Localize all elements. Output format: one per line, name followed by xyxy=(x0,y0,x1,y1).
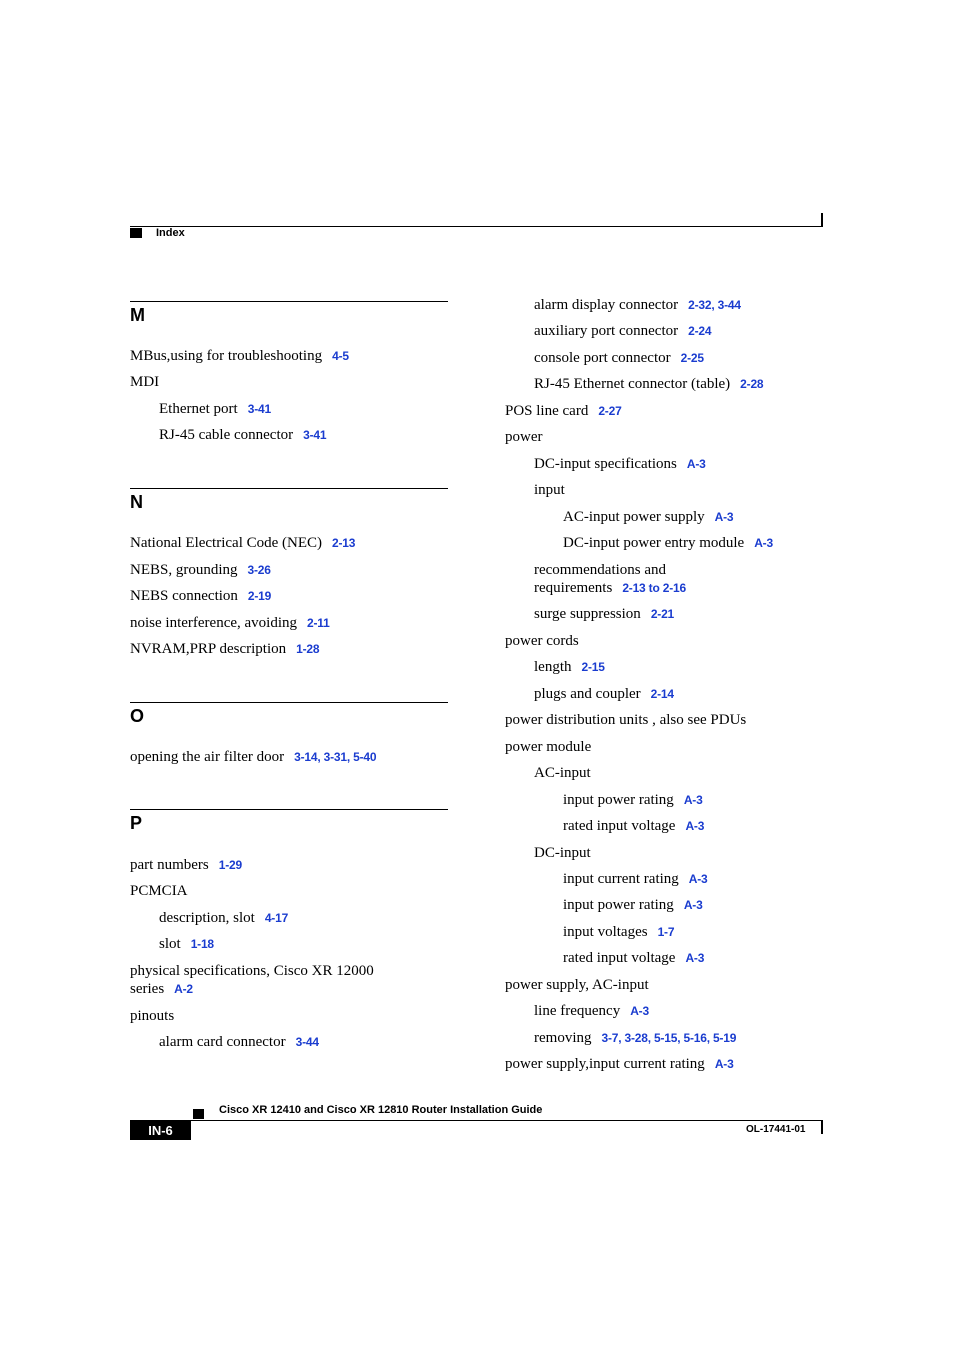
page-ref-link[interactable]: 4-17 xyxy=(264,911,289,925)
index-entry: NEBS, grounding 3-26 xyxy=(130,562,271,578)
page-ref-link[interactable]: 1-28 xyxy=(296,642,320,656)
footer-tick-mark xyxy=(821,1121,823,1134)
index-subentry: surge suppression 2-21 xyxy=(534,606,675,622)
index-subentry: auxiliary port connector 2-24 xyxy=(534,323,712,339)
page-ref-link[interactable]: 2-21 xyxy=(650,607,675,621)
section-letter: N xyxy=(130,492,143,512)
index-subentry: DC-input xyxy=(534,845,591,861)
footer-guide-title: Cisco XR 12410 and Cisco XR 12810 Router Installation Guide xyxy=(219,1104,543,1116)
header-tick-mark xyxy=(821,213,823,227)
index-entry: power supply, AC-input xyxy=(505,977,649,993)
page-ref-link[interactable]: 1-29 xyxy=(218,858,242,872)
index-subentry: input xyxy=(534,482,565,498)
index-subentry: RJ-45 cable connector 3-41 xyxy=(159,427,327,443)
index-subsubentry: input current rating A-3 xyxy=(563,871,708,887)
page-ref-link[interactable]: 2-28 xyxy=(740,377,764,391)
page-ref-link[interactable]: 2-24 xyxy=(688,324,712,338)
header-rule xyxy=(130,226,823,227)
page-ref-link[interactable]: A-3 xyxy=(683,898,703,912)
page-ref-link[interactable]: 3-44 xyxy=(295,1035,319,1049)
index-entry: POS line card 2-27 xyxy=(505,403,622,419)
index-subentry: alarm display connector 2-32, 3-44 xyxy=(534,297,741,313)
index-subentry: alarm card connector 3-44 xyxy=(159,1034,319,1050)
page-ref-link[interactable]: 2-27 xyxy=(598,404,622,418)
index-entry: MDI xyxy=(130,374,160,390)
footer-square-marker xyxy=(193,1109,204,1119)
index-subentry: AC-input xyxy=(534,765,591,781)
page-ref-link[interactable]: A-3 xyxy=(688,872,708,886)
page-ref-link[interactable]: 2-13 xyxy=(332,536,356,550)
page-number: IN-6 xyxy=(148,1123,173,1138)
page-ref-link[interactable]: 2-14 xyxy=(650,687,674,701)
index-entry: NEBS connection 2-19 xyxy=(130,588,272,604)
page-ref-link[interactable]: 3-26 xyxy=(247,563,271,577)
index-entry: power xyxy=(505,429,543,445)
page-ref-link[interactable]: 3-41 xyxy=(247,402,271,416)
index-entry: PCMCIA xyxy=(130,883,188,899)
index-subentry: recommendations and xyxy=(534,562,667,578)
page-ref-link[interactable]: 2-13 to 2-16 xyxy=(622,581,686,595)
index-subsubentry: AC-input power supply A-3 xyxy=(563,509,734,525)
index-subsubentry: rated input voltage A-3 xyxy=(563,950,705,966)
page-ref-link[interactable]: A-3 xyxy=(683,793,703,807)
index-entry: power module xyxy=(505,739,592,755)
index-entry: pinouts xyxy=(130,1008,175,1024)
index-subentry: slot 1-18 xyxy=(159,936,214,952)
header-square-marker xyxy=(130,228,142,238)
footer-rule xyxy=(130,1120,823,1121)
index-subsubentry: input voltages 1-7 xyxy=(563,924,675,940)
header-section-label: Index xyxy=(156,227,185,239)
index-subsubentry: input power rating A-3 xyxy=(563,897,703,913)
index-entry: MBus,using for troubleshooting 4-5 xyxy=(130,348,349,364)
index-entry: power cords xyxy=(505,633,579,649)
index-entry: physical specifications, Cisco XR 12000 xyxy=(130,963,374,979)
index-subentry: RJ-45 Ethernet connector (table) 2-28 xyxy=(534,376,764,392)
section-rule xyxy=(130,488,448,489)
section-letter: M xyxy=(130,305,145,325)
index-subentry: line frequency A-3 xyxy=(534,1003,649,1019)
page-ref-link[interactable]: 3-7, 3-28, 5-15, 5-16, 5-19 xyxy=(601,1031,737,1045)
index-entry: opening the air filter door 3-14, 3-31, 5-40 xyxy=(130,749,377,765)
page-ref-link[interactable]: A-3 xyxy=(686,457,706,471)
page-ref-link[interactable]: A-3 xyxy=(714,510,734,524)
index-entry: NVRAM,PRP description 1-28 xyxy=(130,641,320,657)
index-subentry: Ethernet port 3-41 xyxy=(159,401,271,417)
letter-section-m xyxy=(130,301,448,325)
page-ref-link[interactable]: A-3 xyxy=(714,1057,734,1071)
page-ref-link[interactable]: 2-15 xyxy=(581,660,605,674)
letter-section-n xyxy=(130,488,448,512)
page-ref-link[interactable]: 3-14, 3-31, 5-40 xyxy=(294,750,377,764)
section-rule xyxy=(130,809,448,810)
index-entry: noise interference, avoiding 2-11 xyxy=(130,615,330,631)
page-ref-link[interactable]: 2-11 xyxy=(307,616,330,630)
index-subentry: description, slot 4-17 xyxy=(159,910,289,926)
index-entry: power supply,input current rating A-3 xyxy=(505,1056,734,1072)
doc-number: OL-17441-01 xyxy=(746,1124,806,1135)
page-ref-link[interactable]: 3-41 xyxy=(303,428,327,442)
page-ref-link[interactable]: 4-5 xyxy=(332,349,349,363)
section-letter: O xyxy=(130,706,145,726)
index-entry: power distribution units , also see PDUs xyxy=(505,712,747,728)
section-rule xyxy=(130,301,448,302)
page-ref-link[interactable]: A-2 xyxy=(174,982,193,996)
page-ref-link[interactable]: 2-32, 3-44 xyxy=(688,298,741,312)
letter-section-p xyxy=(130,809,448,833)
index-subsubentry: rated input voltage A-3 xyxy=(563,818,705,834)
index-subentry: length 2-15 xyxy=(534,659,605,675)
index-subentry-continuation: requirements 2-13 to 2-16 xyxy=(534,580,686,596)
page-ref-link[interactable]: 1-18 xyxy=(190,937,214,951)
page-ref-link[interactable]: 2-25 xyxy=(680,351,704,365)
page-ref-link[interactable]: A-3 xyxy=(630,1004,649,1018)
page-ref-link[interactable]: A-3 xyxy=(754,536,773,550)
page-ref-link[interactable]: 1-7 xyxy=(657,925,675,939)
page-ref-link[interactable]: A-3 xyxy=(685,951,705,965)
page-ref-link[interactable]: A-3 xyxy=(685,819,705,833)
section-letter: P xyxy=(130,813,143,833)
index-subsubentry: input power rating A-3 xyxy=(563,792,703,808)
index-subentry: removing 3-7, 3-28, 5-15, 5-16, 5-19 xyxy=(534,1030,737,1046)
index-entry: part numbers 1-29 xyxy=(130,857,242,873)
page-ref-link[interactable]: 2-19 xyxy=(247,589,272,603)
index-entry-continuation: series A-2 xyxy=(130,981,193,997)
index-subsubentry: DC-input power entry module A-3 xyxy=(563,535,773,551)
index-entry: National Electrical Code (NEC) 2-13 xyxy=(130,535,356,551)
index-subentry: DC-input specifications A-3 xyxy=(534,456,706,472)
index-subentry: plugs and coupler 2-14 xyxy=(534,686,674,702)
index-subentry: console port connector 2-25 xyxy=(534,350,704,366)
section-rule xyxy=(130,702,448,703)
letter-section-o xyxy=(130,702,448,726)
